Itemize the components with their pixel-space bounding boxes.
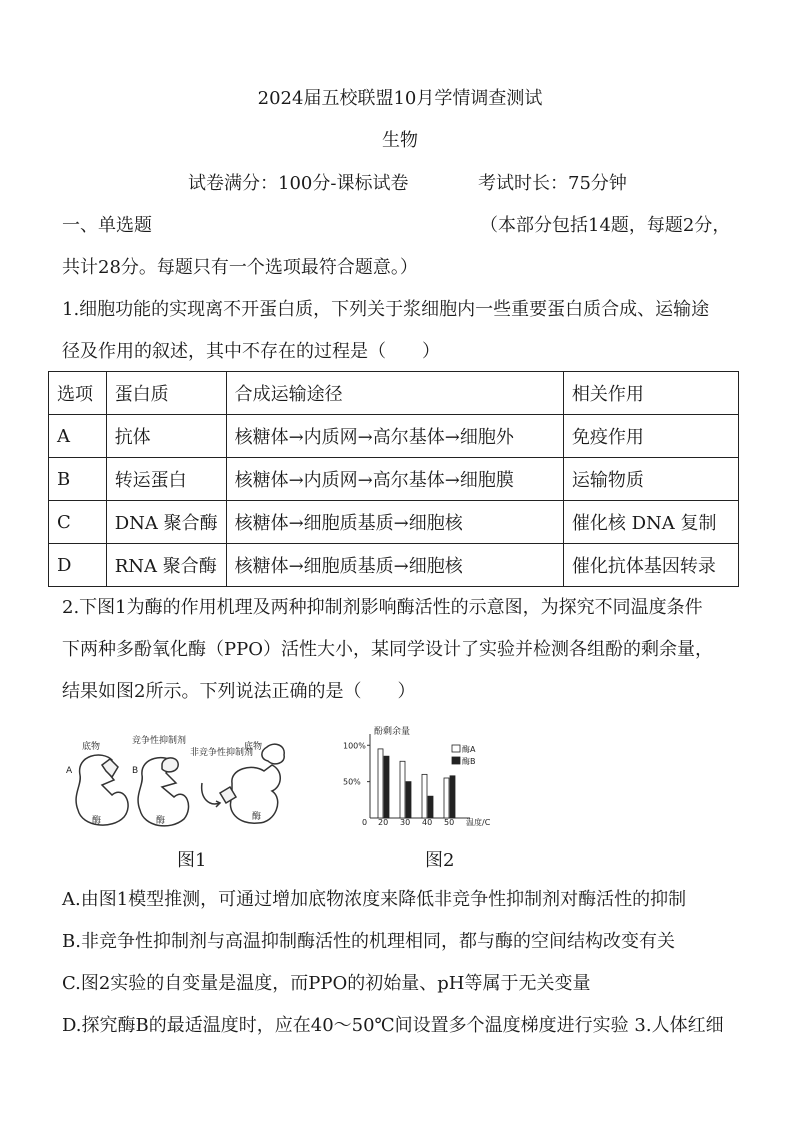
chart-bar-b xyxy=(450,776,455,818)
table-cell: B xyxy=(49,458,107,501)
fig1-label-a: A xyxy=(66,766,73,776)
chart-bar-a xyxy=(400,761,405,818)
q1-stem-line2: 径及作用的叙述，其中不存在的过程是（ ） xyxy=(62,341,440,362)
figure-1-diagram xyxy=(62,735,292,830)
fig1-noncompetitive-label: 非竞争性抑制剂 xyxy=(190,748,254,758)
chart-xlabel: 温度/C xyxy=(466,818,491,827)
full-score: 试卷满分：100分-课标试卷 xyxy=(188,173,409,194)
q1-stem-line1: 1.细胞功能的实现离不开蛋白质，下列关于浆细胞内一些重要蛋白质合成、运输途 xyxy=(62,299,710,320)
figure-2-chart xyxy=(330,724,510,828)
table-cell: 催化核 DNA 复制 xyxy=(563,501,738,544)
section-note-part1: （本部分包括14题，每题2分， xyxy=(480,215,731,236)
q2-stem-line1: 2.下图1为酶的作用机理及两种抑制剂影响酶活性的示意图，为探究不同温度条件 xyxy=(62,597,703,618)
fig1-enzyme-label-3: 酶 xyxy=(252,812,262,822)
table-cell: 核糖体→细胞质基质→细胞核 xyxy=(226,544,563,587)
table-row xyxy=(49,544,739,587)
table-cell: C xyxy=(49,501,107,544)
chart-origin-label: 0 xyxy=(362,818,368,827)
exam-duration: 考试时长：75分钟 xyxy=(478,173,627,194)
chart-bar-b xyxy=(428,796,433,818)
fig1-label-b: B xyxy=(132,766,139,776)
chart-y-tick-label: 50% xyxy=(343,777,361,787)
exam-title: 2024届五校联盟10月学情调查测试 xyxy=(257,88,543,109)
table-cell: DNA 聚合酶 xyxy=(106,501,226,544)
chart-bar-a xyxy=(444,778,449,818)
table-header-cell: 蛋白质 xyxy=(106,372,226,415)
fig1-enzyme-label-1: 酶 xyxy=(92,816,102,826)
table-header-cell: 合成运输途径 xyxy=(226,372,563,415)
q1-table xyxy=(48,371,739,587)
chart-legend-label: 酶A xyxy=(462,745,476,754)
table-cell: 核糖体→内质网→高尔基体→细胞外 xyxy=(226,415,563,458)
chart-ylabel: 酚剩余量 xyxy=(374,727,411,737)
q2-option-b: B.非竞争性抑制剂与高温抑制酶活性的机理相同，都与酶的空间结构改变有关 xyxy=(62,931,675,952)
q2-option-d: D.探究酶B的最适温度时，应在40～50℃间设置多个温度梯度进行实验 3.人体红细 xyxy=(62,1015,724,1036)
table-cell: 抗体 xyxy=(106,415,226,458)
table-cell: 运输物质 xyxy=(563,458,738,501)
table-cell: A xyxy=(49,415,107,458)
table-row xyxy=(49,415,739,458)
table-cell: 免疫作用 xyxy=(563,415,738,458)
subject-title: 生物 xyxy=(382,130,418,151)
table-cell: 核糖体→细胞质基质→细胞核 xyxy=(226,501,563,544)
chart-bar-a xyxy=(378,749,383,818)
fig1-substrate-label-2: 底物 xyxy=(244,742,263,752)
fig1-caption: 图1 xyxy=(177,850,207,871)
q2-stem-line3: 结果如图2所示。下列说法正确的是（ ） xyxy=(62,681,416,702)
chart-x-tick-label: 20 xyxy=(378,818,389,827)
table-cell: 转运蛋白 xyxy=(106,458,226,501)
section-heading: 一、单选题 xyxy=(62,215,152,236)
chart-x-tick-label: 40 xyxy=(422,818,433,827)
chart-legend-swatch xyxy=(452,745,460,752)
section-note-part2: 共计28分。每题只有一个选项最符合题意。） xyxy=(62,257,418,278)
fig1-substrate-label: 底物 xyxy=(82,742,101,752)
chart-legend-label: 酶B xyxy=(462,757,476,766)
q2-option-c: C.图2实验的自变量是温度，而PPO的初始量、pH等属于无关变量 xyxy=(62,973,591,994)
table-row xyxy=(49,501,739,544)
chart-bar-b xyxy=(384,756,389,818)
chart-bar-b xyxy=(406,782,411,818)
table-cell: 催化抗体基因转录 xyxy=(563,544,738,587)
table-cell: 核糖体→内质网→高尔基体→细胞膜 xyxy=(226,458,563,501)
fig2-caption: 图2 xyxy=(425,850,455,871)
table-row xyxy=(49,458,739,501)
q2-stem-line2: 下两种多酚氧化酶（PPO）活性大小，某同学设计了实验并检测各组酚的剩余量， xyxy=(62,639,713,660)
fig1-competitive-label: 竞争性抑制剂 xyxy=(132,736,187,746)
chart-legend-swatch xyxy=(452,757,460,764)
chart-bar-a xyxy=(422,774,427,818)
table-cell: RNA 聚合酶 xyxy=(106,544,226,587)
q2-option-a: A.由图1模型推测，可通过增加底物浓度来降低非竞争性抑制剂对酶活性的抑制 xyxy=(62,889,687,910)
chart-y-tick-label: 100% xyxy=(343,741,366,751)
chart-x-tick-label: 50 xyxy=(444,818,455,827)
table-header-row xyxy=(49,372,739,415)
table-header-cell: 相关作用 xyxy=(563,372,738,415)
chart-x-tick-label: 30 xyxy=(400,818,411,827)
table-cell: D xyxy=(49,544,107,587)
table-header-cell: 选项 xyxy=(49,372,107,415)
fig1-enzyme-label-2: 酶 xyxy=(156,816,166,826)
